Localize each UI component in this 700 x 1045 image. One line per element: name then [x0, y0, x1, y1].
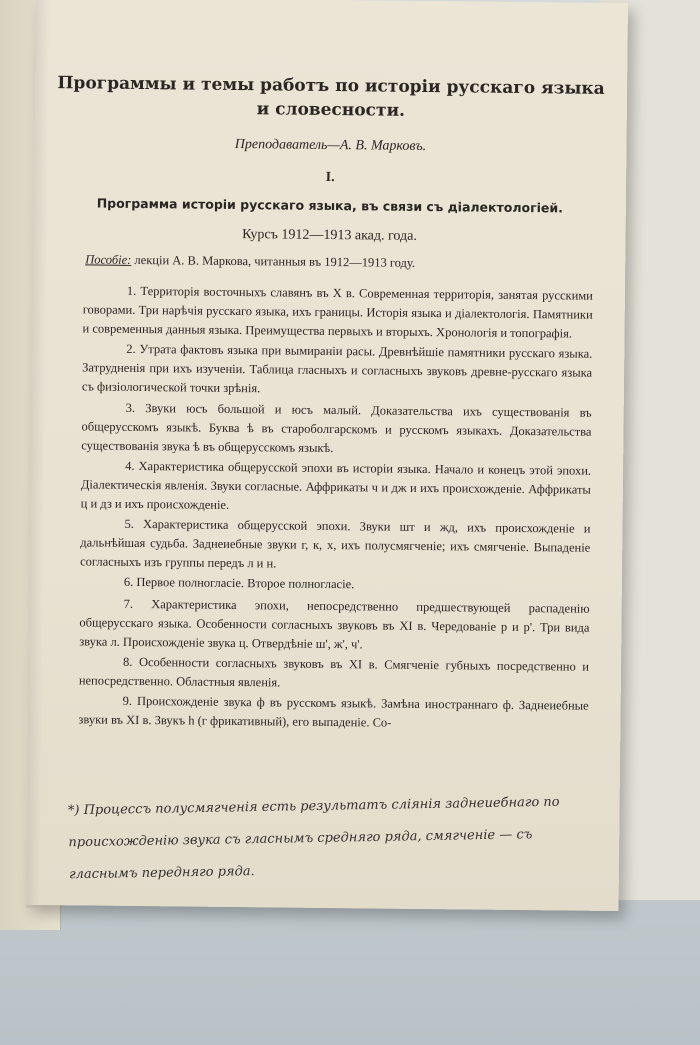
- printed-page: [27, 0, 628, 911]
- program-item: 1. Территорія восточныхъ славянъ въ X в. Современная территорія, занятая русскими говорами. Три нарѣчія русскаго языка, ихъ границы. Исторія языка и діалектологія. Памятники и современныя данныя языка. Преимущества первыхъ и вторыхъ. Хронологія и топографія.: [82, 283, 593, 341]
- aid-label: Пособіе:: [85, 252, 132, 267]
- program-item: 3. Звуки юсъ большой и юсъ малый. Доказательства ихъ существованія въ общерусскомъ языкѣ. Буква ѣ въ староболгарскомъ и русскомъ языкахъ. Доказательства существованія звука ѣ въ общерусскомъ языкѣ.: [81, 400, 592, 455]
- teacher-line: Преподаватель—А. В. Марковъ.: [234, 136, 427, 154]
- handwritten-footnote: *) Процессъ полусмягченія есть результатъ сліянія заднеиебнаго по происхожденію звука съ гласнымъ средняго ряда, смягченіе — съ гласнымъ передняго ряда.: [67, 794, 560, 883]
- aid-line: [85, 252, 585, 272]
- page-title: Программы и темы работъ по исторіи русскаго языка и словесности.: [57, 73, 605, 121]
- program-item: 8. Особенности согласныхъ звуковъ въ XI в. Смягченіе губныхъ посредственно и непосредственно. Областныя явленія.: [78, 654, 590, 690]
- program-item: 2. Утрата фактовъ языка при вымираніи расы. Древнѣйшіе памятники русскаго языка. Затрудненія при ихъ изученіи. Таблица гласныхъ и согласныхъ звуковъ древне-русскаго языка съ физіологической точки зрѣнія.: [81, 342, 593, 396]
- program-item: 7. Характеристика эпохи, непосредственно предшествующей распаденію общерусскаго языка. Особенности согласныхъ звуковъ въ XI в. Чередованіе р и р'. Три вида звука л. Происхожденіе звука ц. Отвердѣніе ш', ж', ч'.: [79, 596, 590, 652]
- program-item: 9. Происхожденіе звука ф въ русскомъ языкѣ. Замѣна иностраннаго ф. Заднеиебные звуки въ XI в. Звукъ h (г фрикативный), его выпаденіе. Со-: [78, 693, 589, 730]
- program-item: 5. Характеристика общерусской эпохи. Звуки шт и жд, ихъ происхожденіе и дальнѣйшая судьба. Заднеиебные звуки г, к, х, ихъ полусмягченіе; ихъ смягченіе. Выпаденіе согласныхъ изъ группы передъ л и н.: [80, 516, 591, 571]
- program-items: [78, 281, 593, 735]
- program-item: 4. Характеристика общерусской эпохи въ исторіи языка. Начало и конецъ этой эпохи. Діалектическія явленія. Звуки согласные. Аффрикаты ч и дж и ихъ происхожденіе. Аффрикаты ц и дз и ихъ происхожденіе.: [80, 458, 592, 512]
- program-item: 6. Первое полногласіе. Второе полногласіе.: [123, 575, 355, 592]
- program-title: Программа исторіи русскаго языка, въ связи съ діалектологіей.: [96, 195, 564, 216]
- aid-text: лекціи А. В. Маркова, читанныя въ 1912—1913 году.: [131, 252, 416, 270]
- section-number: I.: [325, 169, 335, 186]
- course-line: Курсъ 1912—1913 акад. года.: [242, 227, 417, 244]
